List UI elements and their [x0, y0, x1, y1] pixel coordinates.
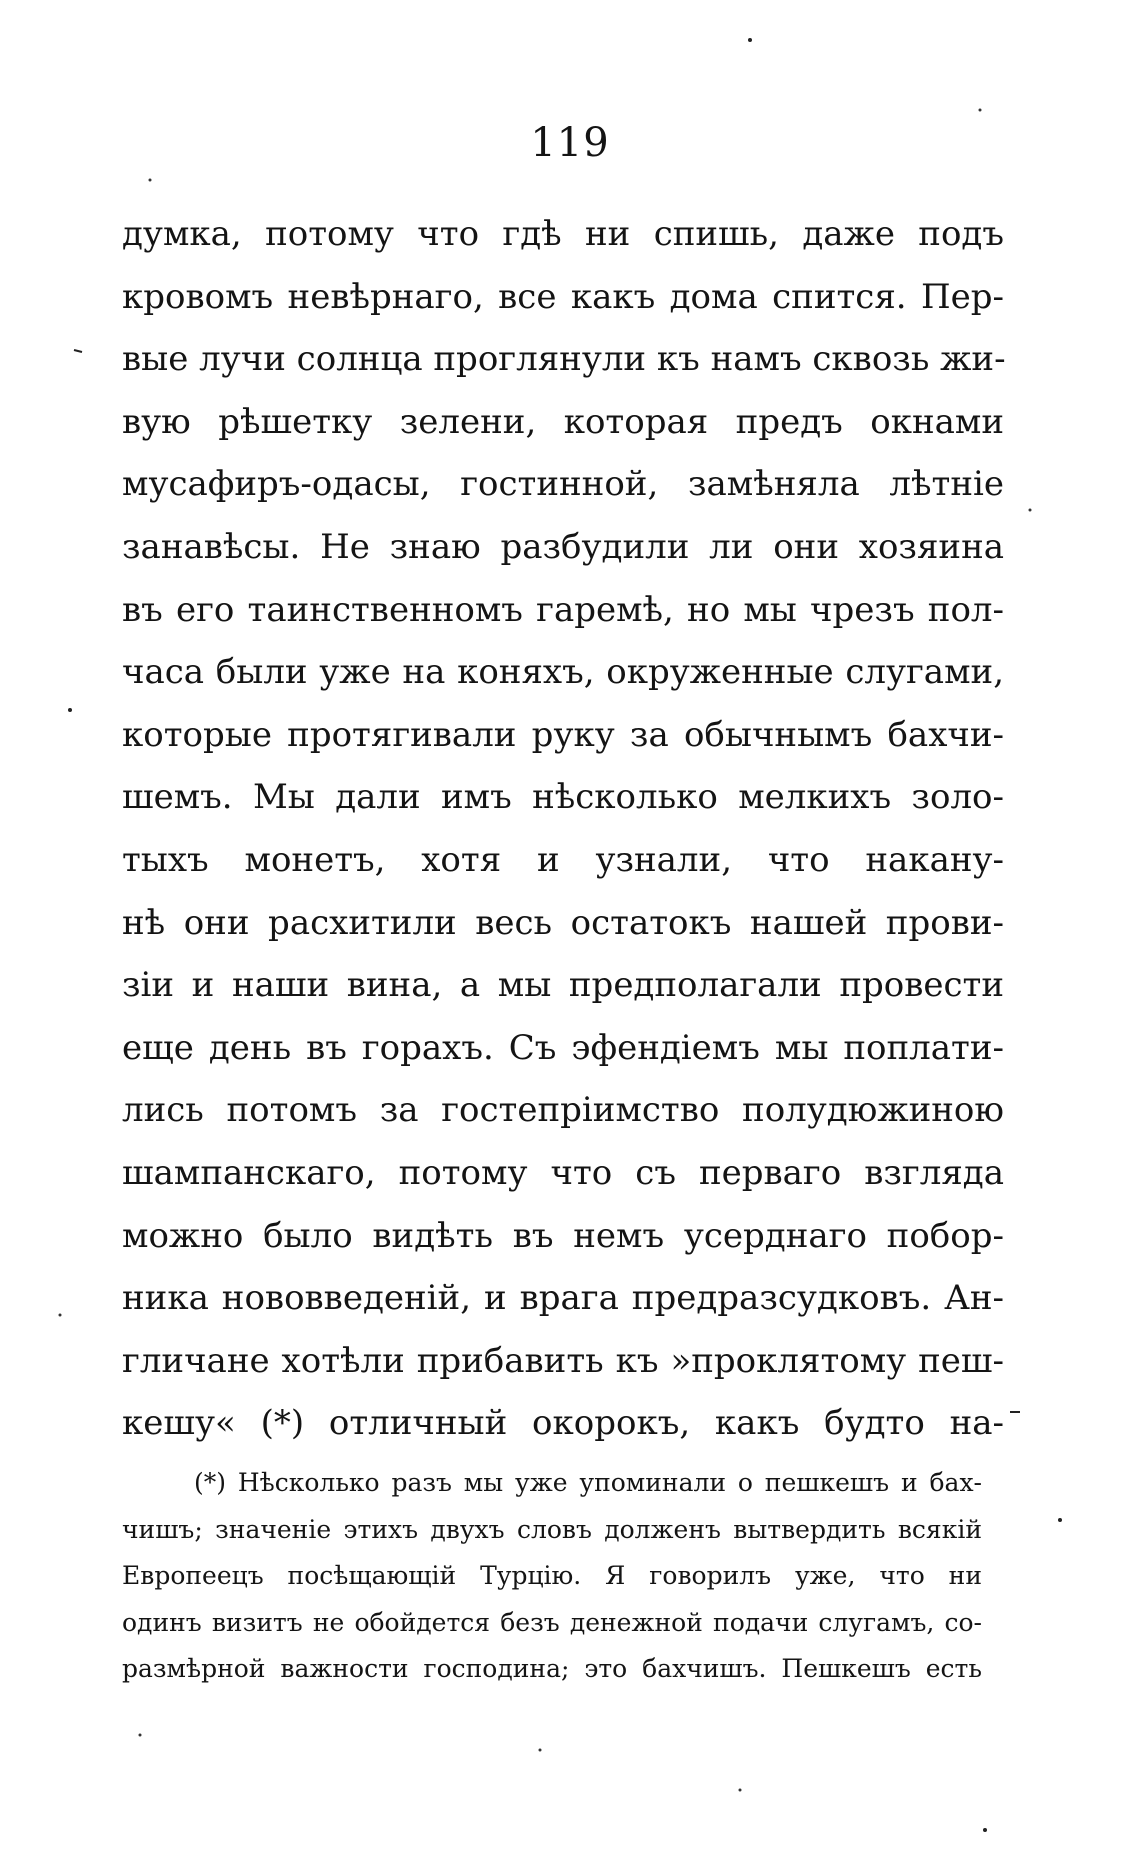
body-line: которые протягивали руку за обычнымъ бахчи-	[122, 714, 1004, 755]
body-line: занавѣсы. Не знаю разбудили ли они хозяина	[122, 526, 1004, 567]
footnote	[122, 1460, 982, 1693]
page-number: 119	[530, 120, 610, 166]
body-line: думка, потому что гдѣ ни спишь, даже подъ	[122, 214, 1004, 254]
body-line: мусафиръ-одасы, гостинной, замѣняла лѣтніе	[122, 464, 1004, 505]
body-line: въ его таинственномъ гаремѣ, но мы чрезъ пол-	[122, 589, 1004, 630]
footnote-line: чишъ; значеніе этихъ двухъ словъ долженъ вытвердить всякій	[122, 1514, 982, 1544]
body-line: можно было видѣть въ немъ усерднаго побор-	[122, 1215, 1004, 1256]
body-line: вые лучи солнца проглянули къ намъ сквозь жи-	[122, 339, 1006, 380]
body-line: шемъ. Мы дали имъ нѣсколько мелкихъ золо-	[122, 777, 1004, 818]
body-line: ника нововведеній, и врага предразсудковъ. Ан-	[122, 1278, 1004, 1319]
body-line: тыхъ монетъ, хотя и узнали, что накану-	[122, 839, 1004, 880]
body-text	[122, 203, 1004, 1455]
body-line: кешу« (*) отличный окорокъ, какъ будто на-	[122, 1403, 1004, 1444]
body-line: лись потомъ за гостепріимство полудюжиною	[122, 1090, 1004, 1131]
body-line: нѣ они расхитили весь остатокъ нашей прови-	[122, 902, 1004, 943]
body-line: вую рѣшетку зелени, которая предъ окнами	[122, 401, 1004, 442]
body-line: шампанскаго, потому что съ перваго взгляда	[122, 1152, 1004, 1193]
body-line: часа были уже на коняхъ, окруженные слугами,	[122, 652, 1004, 693]
body-line: зіи и наши вина, а мы предполагали провести	[122, 965, 1004, 1006]
body-line: еще день въ горахъ. Съ эфендіемъ мы поплати-	[122, 1027, 1004, 1068]
footnote-line: (*) Нѣсколько разъ мы уже упоминали о пешкешъ и бах-	[194, 1468, 982, 1497]
footnote-line: размѣрной важности господина; это бахчишъ. Пешкешъ есть	[122, 1654, 982, 1684]
body-line: гличане хотѣли прибавить къ »проклятому пеш-	[122, 1340, 1004, 1381]
footnote-line: одинъ визитъ не обойдется безъ денежной подачи слугамъ, со-	[122, 1607, 982, 1637]
body-line: кровомъ невѣрнаго, все какъ дома спится. Пер-	[122, 276, 1004, 317]
footnote-line: Европеецъ посѣщающій Турцію. Я говорилъ уже, что ни	[122, 1561, 982, 1591]
